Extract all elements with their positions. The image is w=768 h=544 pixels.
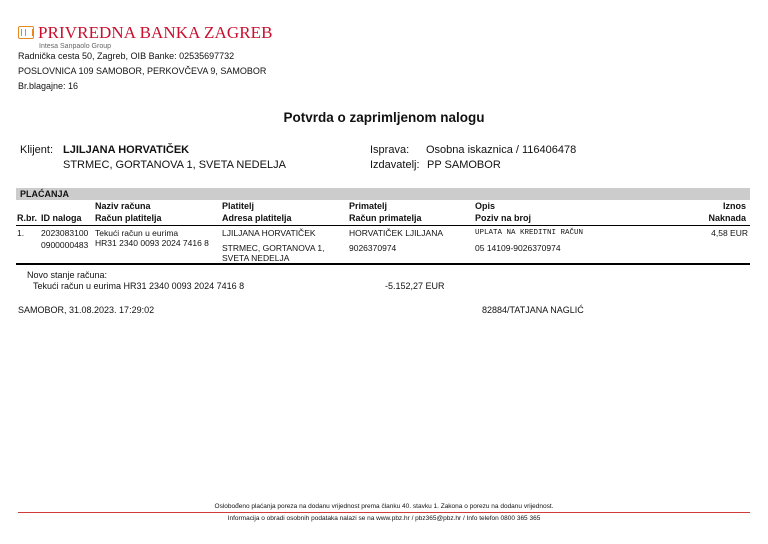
row-payer-address: STRMEC, GORTANOVA 1, — [222, 243, 325, 253]
payments-section-header — [16, 188, 750, 200]
balance-label: Novo stanje računa: — [27, 270, 108, 280]
document-value: Osobna iskaznica / 116406478 — [426, 144, 577, 156]
row-recipient: HORVATIČEK LJILJANA — [349, 228, 443, 238]
col-fee: Naknada — [708, 213, 746, 223]
row-description: UPLATA NA KREDITNI RAČUN — [475, 229, 584, 237]
bank-name: PRIVREDNA BANKA ZAGREB — [38, 23, 273, 42]
row-recipient-account: 9026370974 — [349, 243, 397, 253]
col-amount: Iznos — [722, 201, 746, 211]
document-label: Isprava: — [370, 144, 410, 156]
footer-vat-note: Oslobođeno plaćanja poreza na dodanu vrijednost prema članku 40. stavku 1. Zakona o porezu na dodanu vrijednost. — [214, 503, 554, 510]
col-rbr: R.br. — [17, 213, 38, 223]
col-payer-account: Račun platitelja — [95, 213, 162, 223]
col-order-id: ID naloga — [41, 213, 82, 223]
col-recipient-account: Račun primatelja — [349, 213, 422, 223]
row-account-name: Tekući račun u eurima — [95, 228, 179, 238]
client-name: LJILJANA HORVATIČEK — [63, 144, 190, 156]
payments-section-label: PLAĆANJA — [20, 189, 70, 199]
col-reference: Poziv na broj — [475, 213, 532, 223]
cashier-number: Br.blagajne: 16 — [18, 81, 79, 91]
col-recipient: Primatelj — [349, 201, 388, 211]
row-order-id: 2023083100 — [41, 228, 89, 238]
balance-value: -5.152,27 EUR — [385, 281, 445, 291]
issuer-value: PP SAMOBOR — [427, 159, 501, 171]
row-payer-account: HR31 2340 0093 2024 7416 8 — [95, 238, 209, 248]
col-payer: Platitelj — [222, 201, 255, 211]
bank-address: Radnička cesta 50, Zagreb, OIB Banke: 02535697732 — [18, 51, 235, 61]
bank-group: Intesa Sanpaolo Group — [39, 43, 111, 50]
footer-divider — [18, 512, 750, 513]
table-bottom-divider — [16, 263, 750, 265]
row-order-id-cont: 0900000483 — [41, 240, 89, 250]
row-reference: 05 14109-9026370974 — [475, 243, 561, 253]
col-account-name: Naziv računa — [95, 201, 151, 211]
row-amount: 4,58 EUR — [711, 228, 748, 238]
issuer-label: Izdavatelj: — [370, 159, 420, 171]
row-rbr: 1. — [17, 228, 25, 238]
header-divider — [16, 225, 750, 226]
col-description: Opis — [475, 201, 496, 211]
client-address: STRMEC, GORTANOVA 1, SVETA NEDELJA — [63, 159, 286, 171]
operator: 82884/TATJANA NAGLIĆ — [482, 305, 584, 315]
client-label: Klijent: — [20, 144, 54, 156]
balance-account: Tekući račun u eurima HR31 2340 0093 2024 7416 8 — [33, 281, 245, 291]
footer-contact: Informacija o obradi osobnih podataka nalazi se na www.pbz.hr / pbz365@pbz.hr / Info telefon 0800 365 365 — [227, 515, 541, 522]
page-title: Potvrda o zaprimljenom nalogu — [283, 110, 485, 125]
bank-logo-icon — [18, 26, 34, 39]
branch-address: POSLOVNICA 109 SAMOBOR, PERKOVČEVA 9, SAMOBOR — [18, 66, 267, 76]
col-payer-address: Adresa platitelja — [222, 213, 292, 223]
row-payer: LJILJANA HORVATIČEK — [222, 228, 316, 238]
row-payer-address-cont: SVETA NEDELJA — [222, 253, 290, 263]
place-time: SAMOBOR, 31.08.2023. 17:29:02 — [18, 305, 155, 315]
